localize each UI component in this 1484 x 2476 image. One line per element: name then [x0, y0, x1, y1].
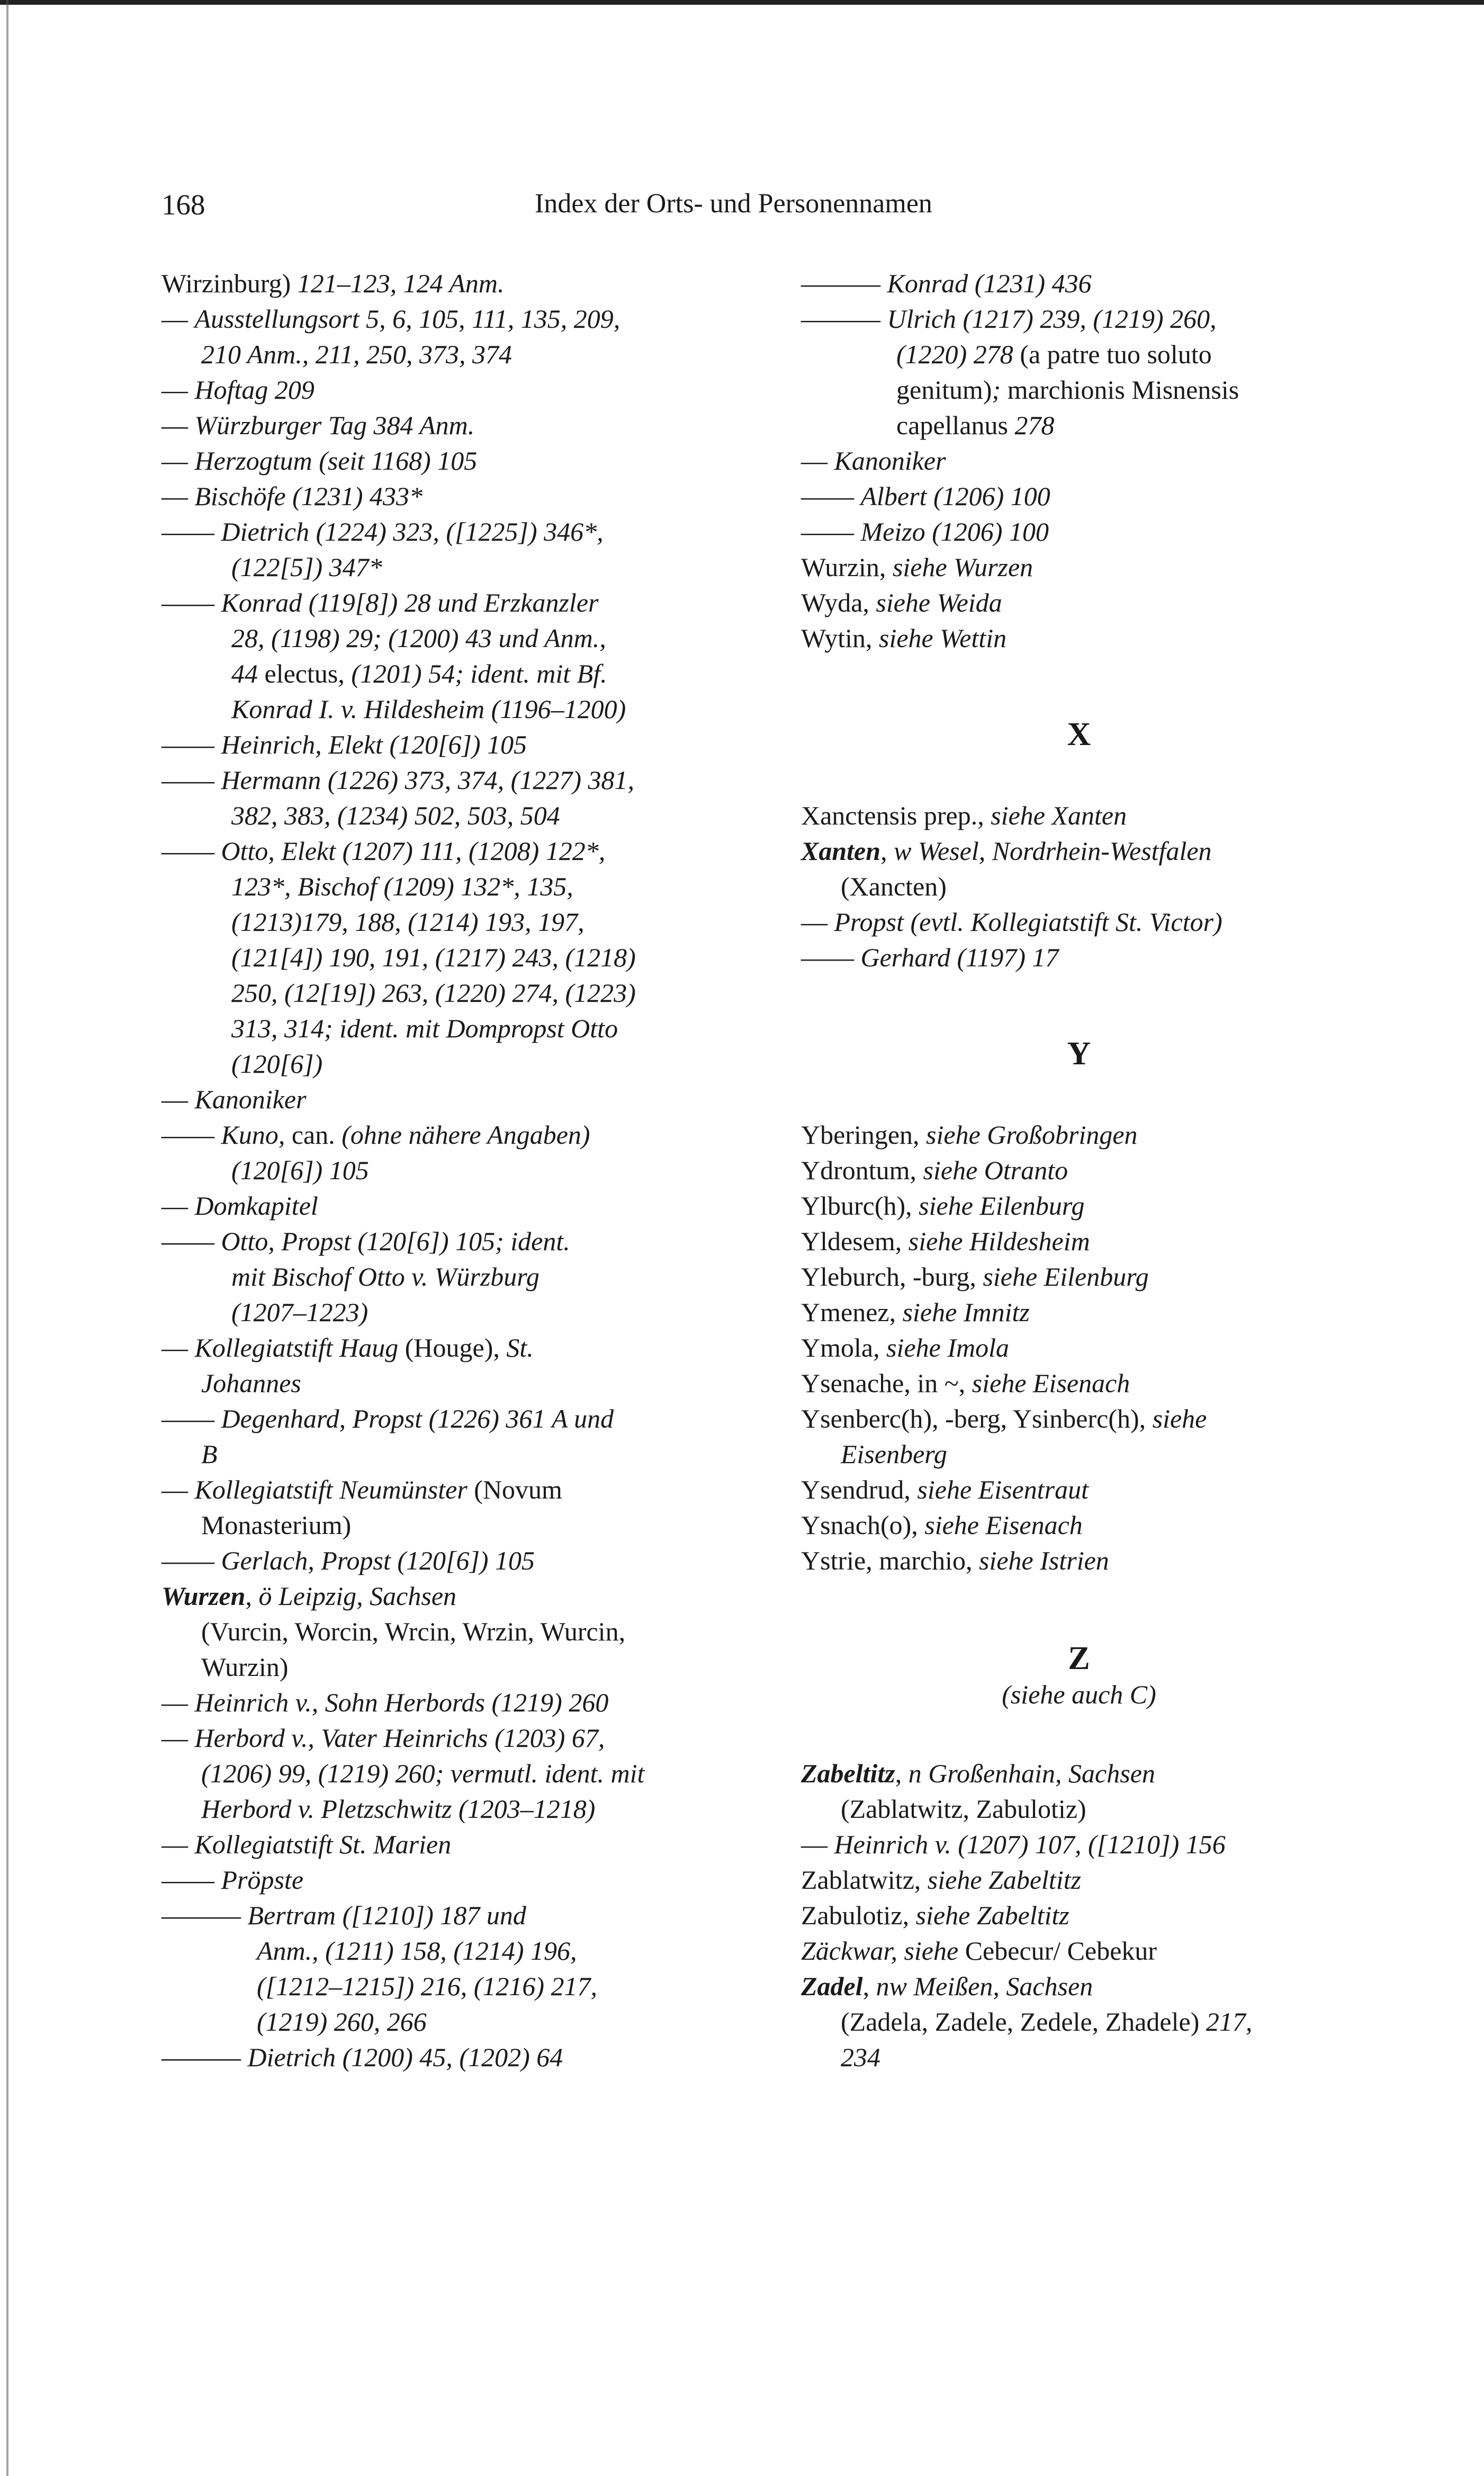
running-title: Index der Orts- und Personennamen [535, 189, 932, 219]
index-entry-line: 123*, Bischof (1209) 132*, 135, [231, 872, 573, 901]
index-entry-line: — Kanoniker [161, 1084, 307, 1114]
index-entry-line: ——— Konrad (1231) 436 [801, 268, 1092, 298]
index-entry-line: Wirzinburg) 121–123, 124 Anm. [161, 268, 505, 298]
index-entry-line: —— Hermann (1226) 373, 374, (1227) 381, [161, 765, 634, 795]
index-entry-line: B [201, 1439, 218, 1469]
index-entry-line: (Vurcin, Worcin, Wrcin, Wrzin, Wurcin, [201, 1617, 626, 1646]
index-entry-line: genitum); marchionis Misnensis [896, 375, 1239, 405]
index-entry-line: 210 Anm., 211, 250, 373, 374 [201, 339, 512, 369]
index-entry-line: Xanctensis prep., siehe Xanten [801, 801, 1127, 830]
index-entry-line: Ysendrud, siehe Eisentraut [801, 1475, 1089, 1504]
index-entry-line: (121[4]) 190, 191, (1217) 243, (1218) [231, 943, 636, 972]
index-entry-line: — Kollegiatstift St. Marien [161, 1829, 452, 1859]
index-entry-line: mit Bischof Otto v. Würzburg [231, 1262, 539, 1291]
index-entry-line: — Kanoniker [801, 446, 946, 476]
index-entry-line: ——— Bertram ([1210]) 187 und [161, 1900, 526, 1930]
index-entry-line: Wytin, siehe Wettin [801, 623, 1007, 653]
index-entry-line: 28, (1198) 29; (1200) 43 und Anm., [231, 623, 606, 653]
index-entry-line: (Xancten) [841, 872, 947, 901]
index-entry-line: Zabeltitz, n Großenhain, Sachsen [801, 1759, 1155, 1788]
index-entry-line: — Propst (evtl. Kollegiatstift St. Victor) [801, 907, 1222, 937]
index-entry-line: Ydrontum, siehe Otranto [801, 1155, 1068, 1185]
index-entry-line: Zabulotiz, siehe Zabeltitz [801, 1900, 1069, 1930]
index-entry-line: —— Pröpste [161, 1865, 304, 1895]
index-entry-line: Johannes [201, 1368, 301, 1398]
index-entry-line: — Bischöfe (1231) 433* [161, 481, 422, 511]
index-entry-line: 313, 314; ident. mit Dompropst Otto [231, 1013, 618, 1043]
index-entry-line: —— Meizo (1206) 100 [801, 517, 1049, 546]
index-entry-line: —— Gerlach, Propst (120[6]) 105 [161, 1546, 535, 1575]
index-entry-line: — Herzogtum (seit 1168) 105 [161, 446, 478, 476]
index-entry-line: (1219) 260, 266 [257, 2007, 427, 2037]
index-entry-line: (1213)179, 188, (1214) 193, 197, [231, 907, 584, 937]
index-entry-line: — Herbord v., Vater Heinrichs (1203) 67, [161, 1723, 605, 1753]
index-entry-line: 382, 383, (1234) 502, 503, 504 [231, 801, 560, 830]
index-entry-line: Zadel, nw Meißen, Sachsen [801, 1971, 1093, 2001]
index-entry-line: 250, (12[19]) 263, (1220) 274, (1223) [231, 978, 636, 1008]
index-entry-line: —— Konrad (119[8]) 28 und Erzkanzler [161, 588, 599, 617]
index-entry-line: (Zablatwitz, Zabulotiz) [841, 1794, 1086, 1824]
index-entry-line: (122[5]) 347* [231, 552, 382, 582]
left-edge-rule [6, 0, 8, 2476]
index-entry-line: ——— Ulrich (1217) 239, (1219) 260, [801, 304, 1217, 334]
index-entry-line: —— Kuno, can. (ohne nähere Angaben) [161, 1120, 590, 1150]
index-entry-line: Ystrie, marchio, siehe Istrien [801, 1546, 1109, 1575]
index-entry-line: capellanus 278 [896, 410, 1055, 440]
index-entry-line: Wyda, siehe Weida [801, 588, 1002, 617]
index-entry-line: — Würzburger Tag 384 Anm. [161, 410, 475, 440]
index-entry-line: Wurzen, ö Leipzig, Sachsen [161, 1581, 457, 1611]
index-entry-line: Ylburc(h), siehe Eilenburg [801, 1191, 1085, 1221]
index-entry-line: Monasterium) [201, 1510, 352, 1540]
page-number: 168 [161, 189, 205, 221]
index-entry-line: Yleburch, -burg, siehe Eilenburg [801, 1262, 1149, 1291]
index-entry-line: (1220) 278 (a patre tuo soluto [896, 339, 1212, 369]
index-entry-line: (Zadela, Zadele, Zedele, Zhadele) 217, [841, 2007, 1253, 2037]
index-entry-line: Herbord v. Pletzschwitz (1203–1218) [201, 1794, 596, 1824]
index-entry-line: (120[6]) [231, 1049, 323, 1079]
index-entry-line: —— Dietrich (1224) 323, ([1225]) 346*, [161, 517, 604, 546]
top-rule [0, 0, 1484, 5]
section-letter-heading: X [1067, 716, 1091, 752]
index-entry-line: — Ausstellungsort 5, 6, 105, 111, 135, 209, [161, 304, 620, 334]
index-entry-line: Wurzin, siehe Wurzen [801, 552, 1033, 582]
index-entry-line: Yldesem, siehe Hildesheim [801, 1226, 1090, 1256]
index-entry-line: —— Degenhard, Propst (1226) 361 A und [161, 1404, 614, 1433]
index-entry-line: — Heinrich v. (1207) 107, ([1210]) 156 [801, 1829, 1226, 1859]
index-entry-line: Ymola, siehe Imola [801, 1333, 1009, 1362]
index-entry-line: Ysenberc(h), -berg, Ysinberc(h), siehe [801, 1404, 1207, 1433]
index-entry-line: (1207–1223) [231, 1297, 368, 1327]
index-entry-line: Eisenberg [841, 1439, 947, 1469]
index-entry-line: Ymenez, siehe Imnitz [801, 1297, 1030, 1327]
index-entry-line: —— Heinrich, Elekt (120[6]) 105 [161, 730, 527, 759]
index-entry-line: —— Albert (1206) 100 [801, 481, 1050, 511]
index-entry-line: 44 electus, (1201) 54; ident. mit Bf. [231, 659, 607, 688]
index-entry-line: ——— Dietrich (1200) 45, (1202) 64 [161, 2042, 563, 2072]
index-entry-line: Xanten, w Wesel, Nordrhein-Westfalen [801, 836, 1212, 866]
index-entry-line: Ysnach(o), siehe Eisenach [801, 1510, 1083, 1540]
index-entry-line: —— Otto, Elekt (1207) 111, (1208) 122*, [161, 836, 606, 866]
index-entry-line: ([1212–1215]) 216, (1216) 217, [257, 1971, 598, 2001]
index-entry-line: Konrad I. v. Hildesheim (1196–1200) [231, 694, 626, 724]
index-entry-line: —— Otto, Propst (120[6]) 105; ident. [161, 1226, 570, 1256]
index-entry-line: — Kollegiatstift Haug (Houge), St. [161, 1333, 534, 1362]
index-entry-line: — Kollegiatstift Neumünster (Novum [161, 1475, 562, 1504]
index-entry-line: (1206) 99, (1219) 260; vermutl. ident. mit [201, 1759, 645, 1788]
index-entry-line: (120[6]) 105 [231, 1155, 369, 1185]
section-cross-reference: (siehe auch C) [1002, 1680, 1156, 1709]
index-entry-line: 234 [841, 2042, 880, 2072]
index-entry-line: Yberingen, siehe Großobringen [801, 1120, 1138, 1150]
section-letter-heading: Y [1067, 1036, 1091, 1072]
index-entry-line: Anm., (1211) 158, (1214) 196, [257, 1936, 577, 1966]
section-letter-heading: Z [1068, 1640, 1090, 1676]
index-entry-line: Ysenache, in ~, siehe Eisenach [801, 1368, 1130, 1398]
index-entry-line: Zäckwar, siehe Cebecur/ Cebekur [801, 1936, 1157, 1966]
index-entry-line: — Hoftag 209 [161, 375, 314, 405]
index-entry-line: Zablatwitz, siehe Zabeltitz [801, 1865, 1082, 1895]
index-entry-line: — Domkapitel [161, 1191, 318, 1221]
index-entry-line: — Heinrich v., Sohn Herbords (1219) 260 [161, 1688, 609, 1717]
index-entry-line: —— Gerhard (1197) 17 [801, 943, 1059, 972]
index-entry-line: Wurzin) [201, 1652, 289, 1682]
